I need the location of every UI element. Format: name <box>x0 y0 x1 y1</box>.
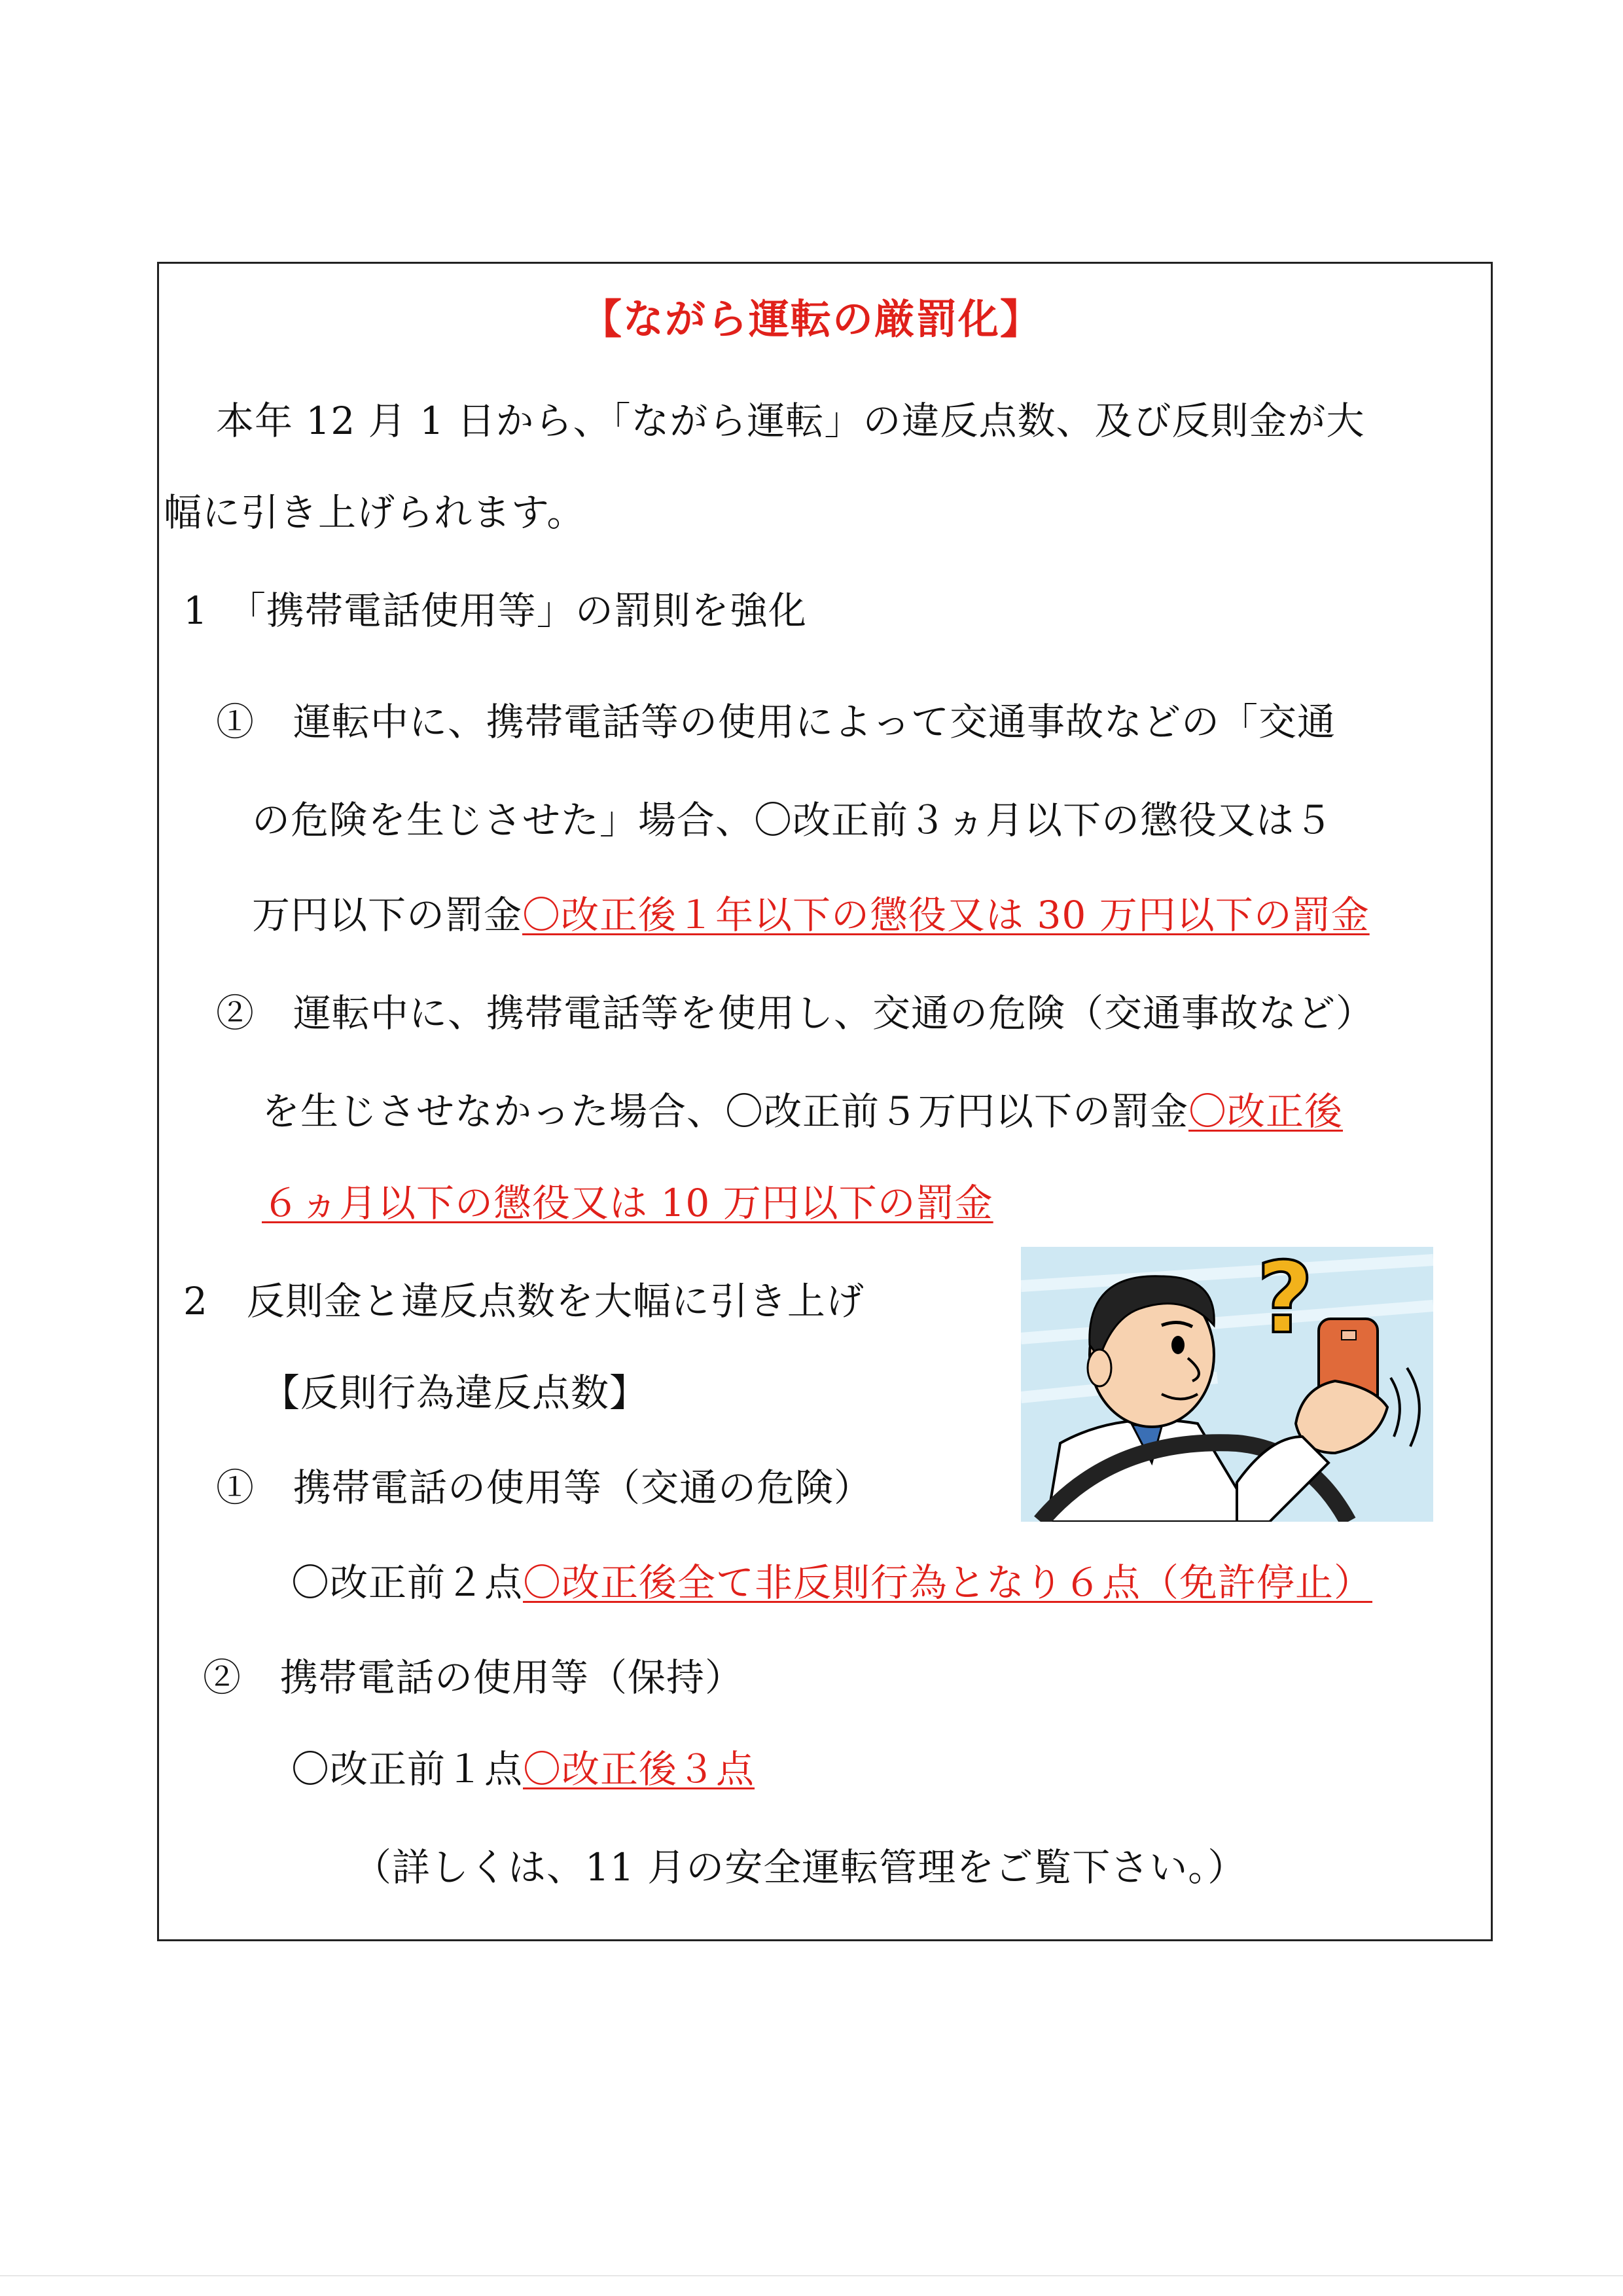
section1-item2-line2 <box>262 1085 1343 1138</box>
section2-item2-points <box>291 1743 755 1795</box>
points-after: 〇改正後３点 <box>523 1747 755 1791</box>
section2-heading: 2 反則金と違反点数を大幅に引き上げ <box>183 1279 865 1323</box>
section2-item1-points <box>291 1556 1372 1609</box>
intro-line-1: 本年 12 月 1 日から、「ながら運転」の違反点数、及び反則金が大 <box>216 399 1365 443</box>
ear <box>1088 1350 1111 1386</box>
penalty-after-start: 〇改正後 <box>1188 1089 1344 1134</box>
section2-item1-label: ① 携帯電話の使用等（交通の危険） <box>216 1465 873 1510</box>
page-title: 【ながら運転の厳罰化】 <box>580 295 1042 343</box>
section1-item1-line3 <box>252 889 1370 941</box>
points-after: 〇改正後全て非反則行為となり６点（免許停止） <box>523 1560 1373 1605</box>
penalty-before: 万円以下の罰金 <box>252 893 523 937</box>
section1-item2-line1: ② 運転中に、携帯電話等を使用し、交通の危険（交通事故など） <box>216 991 1375 1035</box>
penalty-before: を生じさせなかった場合、〇改正前５万円以下の罰金 <box>262 1089 1189 1134</box>
penalty-after: 〇改正後１年以下の懲役又は 30 万円以下の罰金 <box>522 893 1370 937</box>
intro-line-2: 幅に引き上げられます。 <box>164 490 586 535</box>
section1-item1-line2: の危険を生じさせた」場合、〇改正前３ヵ月以下の懲役又は５ <box>252 798 1334 842</box>
section1-item2-line3 <box>262 1177 993 1229</box>
section2-item2-label: ② 携帯電話の使用等（保持） <box>203 1655 744 1700</box>
footer-note: （詳しくは、11 月の安全運転管理をご覧下さい。） <box>353 1845 1247 1890</box>
penalty-after-end: ６ヵ月以下の懲役又は 10 万円以下の罰金 <box>262 1181 993 1225</box>
points-before: 〇改正前１点 <box>291 1747 524 1791</box>
section1-heading: 1 「携帯電話使用等」の罰則を強化 <box>183 588 807 633</box>
points-before: 〇改正前２点 <box>291 1560 524 1605</box>
eye <box>1171 1336 1185 1354</box>
section1-item1-line1: ① 運転中に、携帯電話等の使用によって交通事故などの「交通 <box>216 700 1336 744</box>
scan-edge-line <box>0 2275 1623 2276</box>
section2-subheading: 【反則行為違反点数】 <box>262 1371 649 1415</box>
driver-using-phone-illustration <box>1021 1247 1433 1522</box>
question-mark-icon: ? <box>1257 1247 1314 1355</box>
